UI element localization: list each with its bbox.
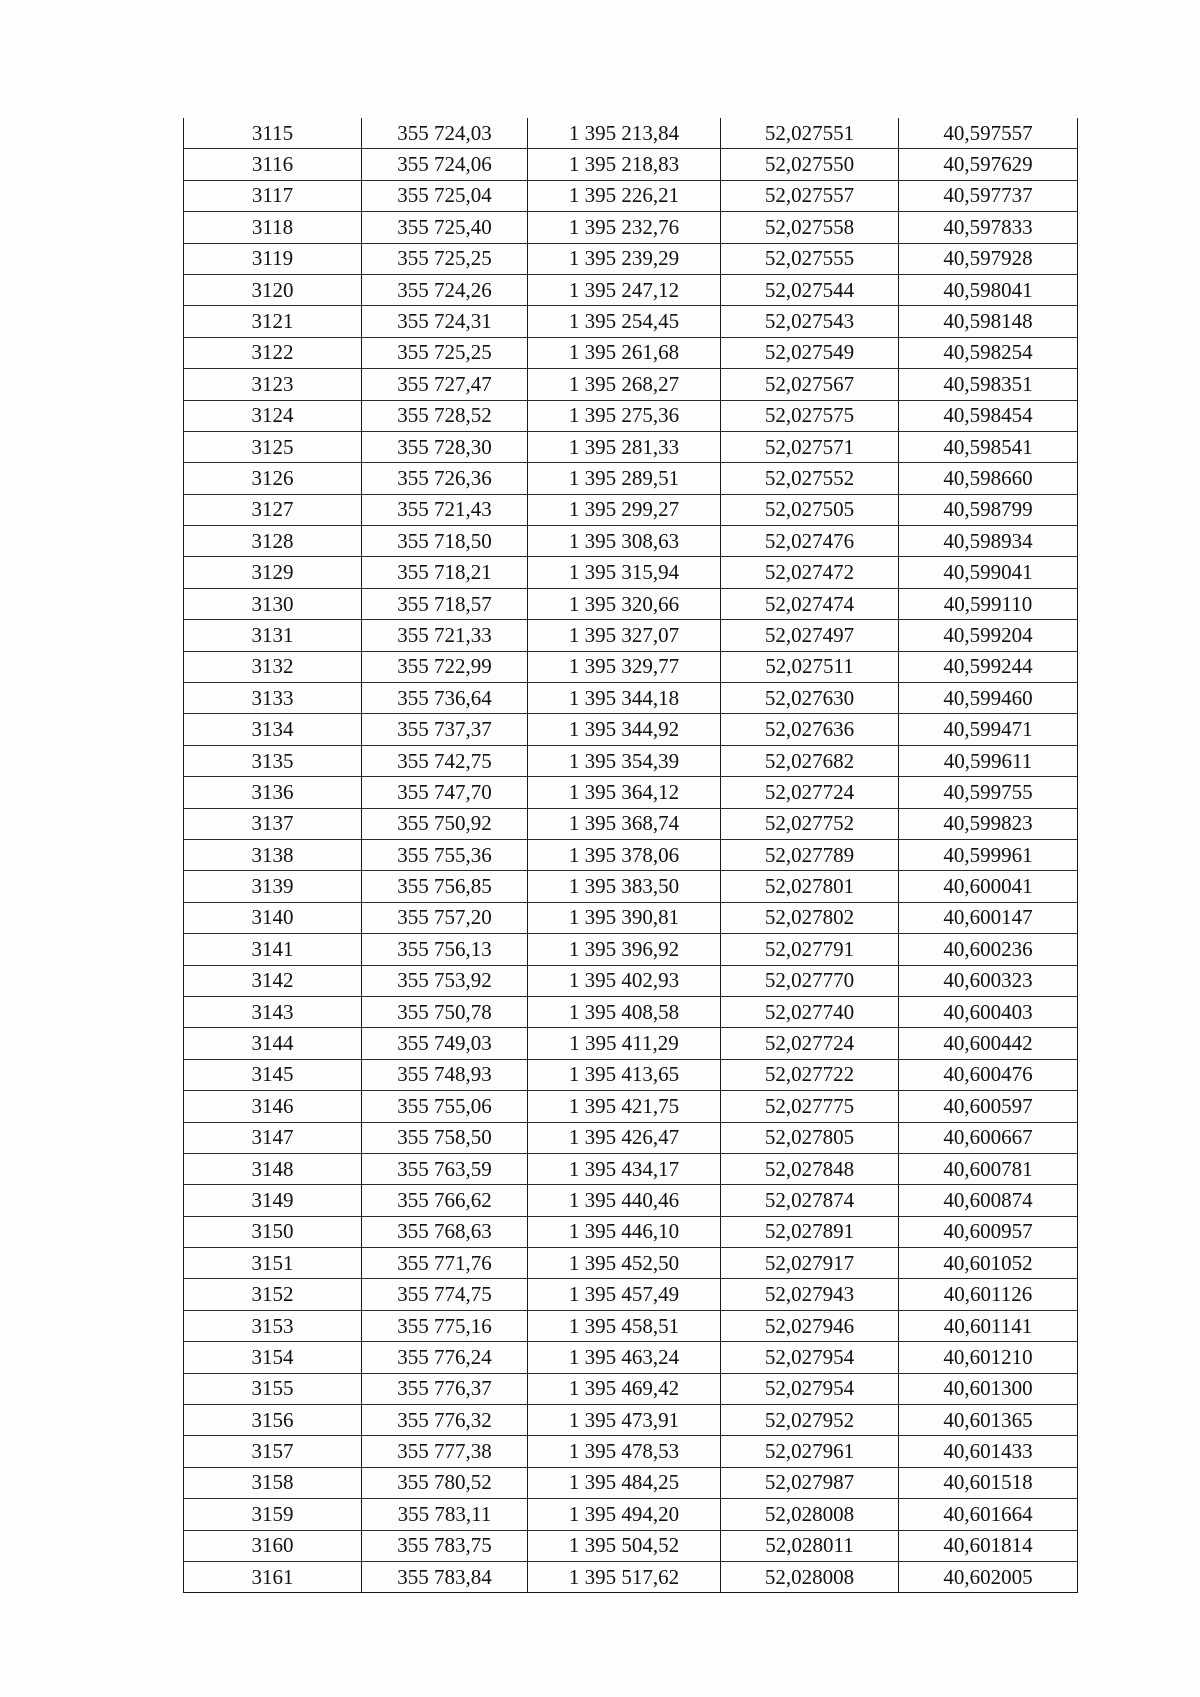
point-number-cell: 3160 <box>184 1530 362 1561</box>
table-row <box>184 1248 1078 1279</box>
latitude-cell: 52,027954 <box>721 1373 899 1404</box>
y-coordinate-cell: 1 395 457,49 <box>528 1279 721 1310</box>
latitude-cell: 52,027801 <box>721 871 899 902</box>
x-coordinate-cell: 355 756,13 <box>362 934 528 965</box>
y-coordinate-cell: 1 395 473,91 <box>528 1405 721 1436</box>
latitude-cell: 52,027917 <box>721 1248 899 1279</box>
x-coordinate-cell: 355 776,32 <box>362 1405 528 1436</box>
longitude-cell: 40,599755 <box>899 777 1078 808</box>
table-row <box>184 118 1078 149</box>
latitude-cell: 52,027770 <box>721 965 899 996</box>
table-row <box>184 1561 1078 1592</box>
longitude-cell: 40,599961 <box>899 839 1078 870</box>
table-row <box>184 212 1078 243</box>
longitude-cell: 40,600147 <box>899 902 1078 933</box>
table-row <box>184 526 1078 557</box>
x-coordinate-cell: 355 724,31 <box>362 306 528 337</box>
latitude-cell: 52,027802 <box>721 902 899 933</box>
y-coordinate-cell: 1 395 402,93 <box>528 965 721 996</box>
x-coordinate-cell: 355 728,30 <box>362 431 528 462</box>
x-coordinate-cell: 355 756,85 <box>362 871 528 902</box>
longitude-cell: 40,599471 <box>899 714 1078 745</box>
longitude-cell: 40,598934 <box>899 526 1078 557</box>
y-coordinate-cell: 1 395 421,75 <box>528 1091 721 1122</box>
y-coordinate-cell: 1 395 452,50 <box>528 1248 721 1279</box>
point-number-cell: 3133 <box>184 683 362 714</box>
latitude-cell: 52,027511 <box>721 651 899 682</box>
latitude-cell: 52,027789 <box>721 839 899 870</box>
y-coordinate-cell: 1 395 354,39 <box>528 745 721 776</box>
table-row <box>184 1467 1078 1498</box>
latitude-cell: 52,027791 <box>721 934 899 965</box>
table-row <box>184 180 1078 211</box>
point-number-cell: 3135 <box>184 745 362 776</box>
table-row <box>184 1059 1078 1090</box>
point-number-cell: 3142 <box>184 965 362 996</box>
point-number-cell: 3138 <box>184 839 362 870</box>
latitude-cell: 52,027722 <box>721 1059 899 1090</box>
point-number-cell: 3141 <box>184 934 362 965</box>
table-row <box>184 934 1078 965</box>
y-coordinate-cell: 1 395 484,25 <box>528 1467 721 1498</box>
x-coordinate-cell: 355 755,36 <box>362 839 528 870</box>
longitude-cell: 40,600957 <box>899 1216 1078 1247</box>
latitude-cell: 52,027551 <box>721 118 899 149</box>
x-coordinate-cell: 355 777,38 <box>362 1436 528 1467</box>
table-row <box>184 337 1078 368</box>
x-coordinate-cell: 355 721,33 <box>362 620 528 651</box>
latitude-cell: 52,027682 <box>721 745 899 776</box>
y-coordinate-cell: 1 395 396,92 <box>528 934 721 965</box>
x-coordinate-cell: 355 771,76 <box>362 1248 528 1279</box>
x-coordinate-cell: 355 750,92 <box>362 808 528 839</box>
y-coordinate-cell: 1 395 446,10 <box>528 1216 721 1247</box>
y-coordinate-cell: 1 395 261,68 <box>528 337 721 368</box>
point-number-cell: 3115 <box>184 118 362 149</box>
longitude-cell: 40,601518 <box>899 1467 1078 1498</box>
longitude-cell: 40,601126 <box>899 1279 1078 1310</box>
point-number-cell: 3151 <box>184 1248 362 1279</box>
point-number-cell: 3161 <box>184 1561 362 1592</box>
x-coordinate-cell: 355 718,57 <box>362 588 528 619</box>
point-number-cell: 3134 <box>184 714 362 745</box>
point-number-cell: 3139 <box>184 871 362 902</box>
longitude-cell: 40,600667 <box>899 1122 1078 1153</box>
table-row <box>184 651 1078 682</box>
y-coordinate-cell: 1 395 315,94 <box>528 557 721 588</box>
longitude-cell: 40,601433 <box>899 1436 1078 1467</box>
latitude-cell: 52,027874 <box>721 1185 899 1216</box>
point-number-cell: 3116 <box>184 149 362 180</box>
point-number-cell: 3156 <box>184 1405 362 1436</box>
x-coordinate-cell: 355 747,70 <box>362 777 528 808</box>
longitude-cell: 40,600236 <box>899 934 1078 965</box>
table-row <box>184 1216 1078 1247</box>
longitude-cell: 40,597928 <box>899 243 1078 274</box>
point-number-cell: 3140 <box>184 902 362 933</box>
x-coordinate-cell: 355 725,04 <box>362 180 528 211</box>
y-coordinate-cell: 1 395 411,29 <box>528 1028 721 1059</box>
point-number-cell: 3125 <box>184 431 362 462</box>
longitude-cell: 40,601300 <box>899 1373 1078 1404</box>
x-coordinate-cell: 355 766,62 <box>362 1185 528 1216</box>
table-row <box>184 1122 1078 1153</box>
latitude-cell: 52,027474 <box>721 588 899 619</box>
y-coordinate-cell: 1 395 364,12 <box>528 777 721 808</box>
point-number-cell: 3154 <box>184 1342 362 1373</box>
longitude-cell: 40,600476 <box>899 1059 1078 1090</box>
x-coordinate-cell: 355 783,11 <box>362 1499 528 1530</box>
longitude-cell: 40,599823 <box>899 808 1078 839</box>
longitude-cell: 40,600323 <box>899 965 1078 996</box>
latitude-cell: 52,027724 <box>721 777 899 808</box>
y-coordinate-cell: 1 395 239,29 <box>528 243 721 274</box>
y-coordinate-cell: 1 395 213,84 <box>528 118 721 149</box>
x-coordinate-cell: 355 750,78 <box>362 996 528 1027</box>
point-number-cell: 3120 <box>184 274 362 305</box>
y-coordinate-cell: 1 395 281,33 <box>528 431 721 462</box>
y-coordinate-cell: 1 395 344,18 <box>528 683 721 714</box>
latitude-cell: 52,027552 <box>721 463 899 494</box>
longitude-cell: 40,599244 <box>899 651 1078 682</box>
point-number-cell: 3153 <box>184 1310 362 1341</box>
latitude-cell: 52,027549 <box>721 337 899 368</box>
x-coordinate-cell: 355 725,40 <box>362 212 528 243</box>
x-coordinate-cell: 355 776,24 <box>362 1342 528 1373</box>
longitude-cell: 40,601210 <box>899 1342 1078 1373</box>
table-row <box>184 1499 1078 1530</box>
coordinates-table-body <box>184 118 1078 1593</box>
x-coordinate-cell: 355 774,75 <box>362 1279 528 1310</box>
point-number-cell: 3137 <box>184 808 362 839</box>
point-number-cell: 3143 <box>184 996 362 1027</box>
longitude-cell: 40,599611 <box>899 745 1078 776</box>
table-row <box>184 149 1078 180</box>
latitude-cell: 52,027544 <box>721 274 899 305</box>
table-row <box>184 1185 1078 1216</box>
table-row <box>184 745 1078 776</box>
y-coordinate-cell: 1 395 440,46 <box>528 1185 721 1216</box>
x-coordinate-cell: 355 726,36 <box>362 463 528 494</box>
x-coordinate-cell: 355 768,63 <box>362 1216 528 1247</box>
x-coordinate-cell: 355 737,37 <box>362 714 528 745</box>
x-coordinate-cell: 355 748,93 <box>362 1059 528 1090</box>
y-coordinate-cell: 1 395 218,83 <box>528 149 721 180</box>
table-row <box>184 839 1078 870</box>
table-row <box>184 620 1078 651</box>
table-row <box>184 1436 1078 1467</box>
y-coordinate-cell: 1 395 426,47 <box>528 1122 721 1153</box>
x-coordinate-cell: 355 776,37 <box>362 1373 528 1404</box>
y-coordinate-cell: 1 395 289,51 <box>528 463 721 494</box>
table-row <box>184 306 1078 337</box>
x-coordinate-cell: 355 758,50 <box>362 1122 528 1153</box>
point-number-cell: 3145 <box>184 1059 362 1090</box>
x-coordinate-cell: 355 736,64 <box>362 683 528 714</box>
longitude-cell: 40,602005 <box>899 1561 1078 1592</box>
table-row <box>184 1028 1078 1059</box>
y-coordinate-cell: 1 395 232,76 <box>528 212 721 243</box>
table-row <box>184 369 1078 400</box>
longitude-cell: 40,601141 <box>899 1310 1078 1341</box>
latitude-cell: 52,027775 <box>721 1091 899 1122</box>
longitude-cell: 40,598041 <box>899 274 1078 305</box>
longitude-cell: 40,601664 <box>899 1499 1078 1530</box>
y-coordinate-cell: 1 395 504,52 <box>528 1530 721 1561</box>
x-coordinate-cell: 355 755,06 <box>362 1091 528 1122</box>
point-number-cell: 3130 <box>184 588 362 619</box>
x-coordinate-cell: 355 742,75 <box>362 745 528 776</box>
longitude-cell: 40,600874 <box>899 1185 1078 1216</box>
y-coordinate-cell: 1 395 320,66 <box>528 588 721 619</box>
point-number-cell: 3152 <box>184 1279 362 1310</box>
latitude-cell: 52,027943 <box>721 1279 899 1310</box>
point-number-cell: 3117 <box>184 180 362 211</box>
point-number-cell: 3118 <box>184 212 362 243</box>
latitude-cell: 52,027848 <box>721 1153 899 1184</box>
y-coordinate-cell: 1 395 226,21 <box>528 180 721 211</box>
x-coordinate-cell: 355 725,25 <box>362 337 528 368</box>
coordinates-table <box>183 118 1078 1593</box>
longitude-cell: 40,599460 <box>899 683 1078 714</box>
y-coordinate-cell: 1 395 434,17 <box>528 1153 721 1184</box>
latitude-cell: 52,027571 <box>721 431 899 462</box>
table-row <box>184 1310 1078 1341</box>
latitude-cell: 52,027987 <box>721 1467 899 1498</box>
longitude-cell: 40,599204 <box>899 620 1078 651</box>
table-row <box>184 683 1078 714</box>
table-row <box>184 965 1078 996</box>
table-row <box>184 400 1078 431</box>
x-coordinate-cell: 355 783,75 <box>362 1530 528 1561</box>
table-row <box>184 463 1078 494</box>
latitude-cell: 52,028008 <box>721 1561 899 1592</box>
latitude-cell: 52,027497 <box>721 620 899 651</box>
longitude-cell: 40,598254 <box>899 337 1078 368</box>
point-number-cell: 3127 <box>184 494 362 525</box>
table-row <box>184 777 1078 808</box>
longitude-cell: 40,598351 <box>899 369 1078 400</box>
point-number-cell: 3132 <box>184 651 362 682</box>
point-number-cell: 3144 <box>184 1028 362 1059</box>
y-coordinate-cell: 1 395 383,50 <box>528 871 721 902</box>
x-coordinate-cell: 355 724,26 <box>362 274 528 305</box>
latitude-cell: 52,027946 <box>721 1310 899 1341</box>
point-number-cell: 3147 <box>184 1122 362 1153</box>
latitude-cell: 52,027557 <box>721 180 899 211</box>
table-row <box>184 1405 1078 1436</box>
longitude-cell: 40,598660 <box>899 463 1078 494</box>
longitude-cell: 40,598454 <box>899 400 1078 431</box>
point-number-cell: 3158 <box>184 1467 362 1498</box>
x-coordinate-cell: 355 763,59 <box>362 1153 528 1184</box>
longitude-cell: 40,600442 <box>899 1028 1078 1059</box>
x-coordinate-cell: 355 724,06 <box>362 149 528 180</box>
latitude-cell: 52,027954 <box>721 1342 899 1373</box>
x-coordinate-cell: 355 757,20 <box>362 902 528 933</box>
x-coordinate-cell: 355 721,43 <box>362 494 528 525</box>
y-coordinate-cell: 1 395 478,53 <box>528 1436 721 1467</box>
latitude-cell: 52,027558 <box>721 212 899 243</box>
longitude-cell: 40,597833 <box>899 212 1078 243</box>
table-row <box>184 1153 1078 1184</box>
y-coordinate-cell: 1 395 463,24 <box>528 1342 721 1373</box>
latitude-cell: 52,027505 <box>721 494 899 525</box>
point-number-cell: 3126 <box>184 463 362 494</box>
y-coordinate-cell: 1 395 494,20 <box>528 1499 721 1530</box>
x-coordinate-cell: 355 728,52 <box>362 400 528 431</box>
longitude-cell: 40,599110 <box>899 588 1078 619</box>
point-number-cell: 3123 <box>184 369 362 400</box>
table-row <box>184 1530 1078 1561</box>
y-coordinate-cell: 1 395 275,36 <box>528 400 721 431</box>
point-number-cell: 3128 <box>184 526 362 557</box>
x-coordinate-cell: 355 718,50 <box>362 526 528 557</box>
latitude-cell: 52,027567 <box>721 369 899 400</box>
latitude-cell: 52,027805 <box>721 1122 899 1153</box>
longitude-cell: 40,599041 <box>899 557 1078 588</box>
latitude-cell: 52,027575 <box>721 400 899 431</box>
latitude-cell: 52,027752 <box>721 808 899 839</box>
longitude-cell: 40,601814 <box>899 1530 1078 1561</box>
point-number-cell: 3136 <box>184 777 362 808</box>
point-number-cell: 3122 <box>184 337 362 368</box>
y-coordinate-cell: 1 395 378,06 <box>528 839 721 870</box>
y-coordinate-cell: 1 395 308,63 <box>528 526 721 557</box>
latitude-cell: 52,028011 <box>721 1530 899 1561</box>
x-coordinate-cell: 355 780,52 <box>362 1467 528 1498</box>
point-number-cell: 3150 <box>184 1216 362 1247</box>
latitude-cell: 52,027472 <box>721 557 899 588</box>
point-number-cell: 3149 <box>184 1185 362 1216</box>
longitude-cell: 40,597737 <box>899 180 1078 211</box>
longitude-cell: 40,598541 <box>899 431 1078 462</box>
x-coordinate-cell: 355 783,84 <box>362 1561 528 1592</box>
point-number-cell: 3121 <box>184 306 362 337</box>
point-number-cell: 3159 <box>184 1499 362 1530</box>
table-row <box>184 431 1078 462</box>
y-coordinate-cell: 1 395 469,42 <box>528 1373 721 1404</box>
x-coordinate-cell: 355 775,16 <box>362 1310 528 1341</box>
x-coordinate-cell: 355 749,03 <box>362 1028 528 1059</box>
latitude-cell: 52,027543 <box>721 306 899 337</box>
table-row <box>184 808 1078 839</box>
x-coordinate-cell: 355 725,25 <box>362 243 528 274</box>
y-coordinate-cell: 1 395 299,27 <box>528 494 721 525</box>
point-number-cell: 3157 <box>184 1436 362 1467</box>
y-coordinate-cell: 1 395 247,12 <box>528 274 721 305</box>
point-number-cell: 3148 <box>184 1153 362 1184</box>
point-number-cell: 3146 <box>184 1091 362 1122</box>
table-row <box>184 557 1078 588</box>
y-coordinate-cell: 1 395 390,81 <box>528 902 721 933</box>
latitude-cell: 52,027550 <box>721 149 899 180</box>
longitude-cell: 40,600781 <box>899 1153 1078 1184</box>
table-row <box>184 714 1078 745</box>
y-coordinate-cell: 1 395 327,07 <box>528 620 721 651</box>
longitude-cell: 40,598799 <box>899 494 1078 525</box>
longitude-cell: 40,600041 <box>899 871 1078 902</box>
latitude-cell: 52,027636 <box>721 714 899 745</box>
x-coordinate-cell: 355 724,03 <box>362 118 528 149</box>
latitude-cell: 52,027630 <box>721 683 899 714</box>
point-number-cell: 3124 <box>184 400 362 431</box>
latitude-cell: 52,027891 <box>721 1216 899 1247</box>
table-row <box>184 494 1078 525</box>
longitude-cell: 40,600403 <box>899 996 1078 1027</box>
table-row <box>184 588 1078 619</box>
table-row <box>184 1342 1078 1373</box>
latitude-cell: 52,027555 <box>721 243 899 274</box>
longitude-cell: 40,601052 <box>899 1248 1078 1279</box>
latitude-cell: 52,027961 <box>721 1436 899 1467</box>
table-row <box>184 902 1078 933</box>
x-coordinate-cell: 355 718,21 <box>362 557 528 588</box>
table-row <box>184 1091 1078 1122</box>
table-row <box>184 1279 1078 1310</box>
latitude-cell: 52,027476 <box>721 526 899 557</box>
x-coordinate-cell: 355 753,92 <box>362 965 528 996</box>
table-row <box>184 243 1078 274</box>
table-row <box>184 871 1078 902</box>
table-row <box>184 274 1078 305</box>
y-coordinate-cell: 1 395 517,62 <box>528 1561 721 1592</box>
longitude-cell: 40,601365 <box>899 1405 1078 1436</box>
latitude-cell: 52,027724 <box>721 1028 899 1059</box>
y-coordinate-cell: 1 395 329,77 <box>528 651 721 682</box>
point-number-cell: 3131 <box>184 620 362 651</box>
longitude-cell: 40,598148 <box>899 306 1078 337</box>
y-coordinate-cell: 1 395 368,74 <box>528 808 721 839</box>
longitude-cell: 40,597629 <box>899 149 1078 180</box>
latitude-cell: 52,028008 <box>721 1499 899 1530</box>
x-coordinate-cell: 355 722,99 <box>362 651 528 682</box>
latitude-cell: 52,027952 <box>721 1405 899 1436</box>
table-row <box>184 1373 1078 1404</box>
longitude-cell: 40,600597 <box>899 1091 1078 1122</box>
x-coordinate-cell: 355 727,47 <box>362 369 528 400</box>
y-coordinate-cell: 1 395 413,65 <box>528 1059 721 1090</box>
point-number-cell: 3155 <box>184 1373 362 1404</box>
y-coordinate-cell: 1 395 458,51 <box>528 1310 721 1341</box>
y-coordinate-cell: 1 395 408,58 <box>528 996 721 1027</box>
longitude-cell: 40,597557 <box>899 118 1078 149</box>
y-coordinate-cell: 1 395 254,45 <box>528 306 721 337</box>
point-number-cell: 3129 <box>184 557 362 588</box>
latitude-cell: 52,027740 <box>721 996 899 1027</box>
y-coordinate-cell: 1 395 344,92 <box>528 714 721 745</box>
y-coordinate-cell: 1 395 268,27 <box>528 369 721 400</box>
table-row <box>184 996 1078 1027</box>
point-number-cell: 3119 <box>184 243 362 274</box>
